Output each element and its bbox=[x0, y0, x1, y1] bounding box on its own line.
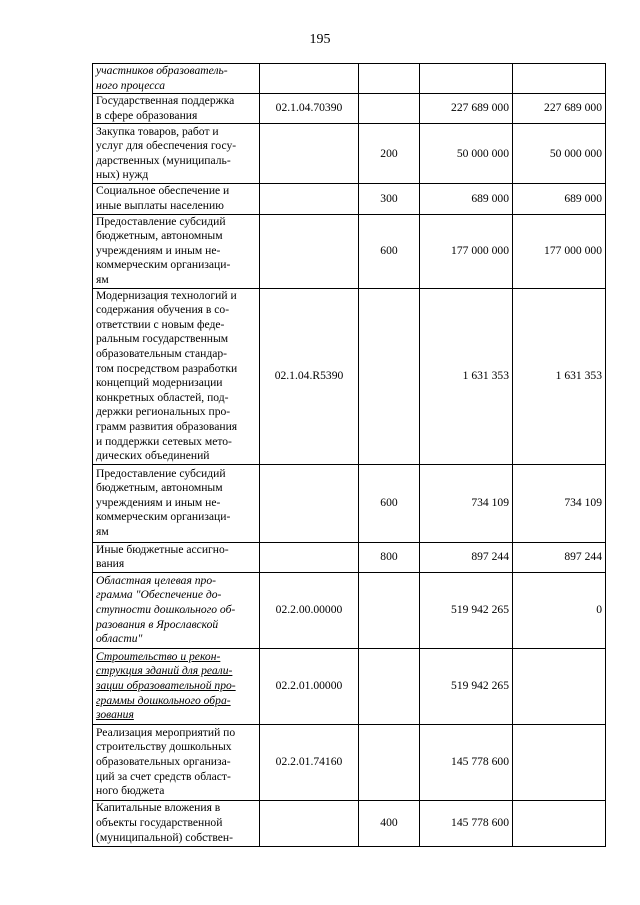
row-expense-type-cell: 800 bbox=[359, 542, 420, 572]
row-name-line: бюджетным, автономным bbox=[96, 481, 223, 495]
row-amount-1-cell: 177 000 000 bbox=[420, 214, 513, 288]
row-code-cell bbox=[260, 542, 359, 572]
row-name-cell bbox=[93, 288, 260, 464]
row-name-line: ответствии с новым феде- bbox=[96, 317, 225, 331]
table-row bbox=[93, 64, 606, 94]
row-name-line: учреждениям и иным не- bbox=[96, 495, 221, 509]
row-code-cell bbox=[260, 64, 359, 94]
row-name-cell bbox=[93, 724, 260, 800]
table-row bbox=[93, 464, 606, 542]
table-row bbox=[93, 184, 606, 214]
row-name-line: том посредством разработки bbox=[96, 361, 238, 375]
row-name-line: (муниципальной) собствен- bbox=[96, 830, 233, 844]
row-expense-type-cell bbox=[359, 572, 420, 648]
row-name-cell bbox=[93, 542, 260, 572]
row-code-cell: 02.2.01.74160 bbox=[260, 724, 359, 800]
row-amount-1-cell bbox=[420, 64, 513, 94]
row-name-line: Государственная поддержка bbox=[96, 94, 235, 108]
row-amount-2-cell: 734 109 bbox=[513, 464, 606, 542]
row-name-line: Предоставление субсидий bbox=[96, 466, 226, 480]
row-name-line: разования в Ярославской bbox=[96, 617, 219, 631]
row-amount-2-cell: 50 000 000 bbox=[513, 124, 606, 184]
row-name-cell bbox=[93, 124, 260, 184]
row-amount-1-cell: 519 942 265 bbox=[420, 648, 513, 724]
row-name-line: услуг для обеспечения госу- bbox=[96, 139, 237, 153]
row-expense-type-cell bbox=[359, 648, 420, 724]
row-amount-1-cell: 734 109 bbox=[420, 464, 513, 542]
row-name-line: грамма "Обеспечение до- bbox=[96, 588, 222, 602]
row-amount-2-cell: 177 000 000 bbox=[513, 214, 606, 288]
row-code-cell bbox=[260, 214, 359, 288]
row-code-cell: 02.1.04.R5390 bbox=[260, 288, 359, 464]
row-name-line: Капитальные вложения в bbox=[96, 801, 221, 815]
row-name-line: области" bbox=[96, 632, 143, 646]
row-name-line: Социальное обеспечение и bbox=[96, 184, 230, 198]
row-name-line: концепций модернизации bbox=[96, 376, 223, 390]
row-name-line: образовательных организа- bbox=[96, 755, 231, 769]
row-name-line: струкция зданий для реали- bbox=[96, 664, 233, 678]
page-number: 195 bbox=[309, 32, 331, 47]
row-amount-2-cell: 227 689 000 bbox=[513, 94, 606, 124]
table-row bbox=[93, 94, 606, 124]
row-name-line: бюджетным, автономным bbox=[96, 229, 223, 243]
row-name-line: Иные бюджетные ассигно- bbox=[96, 542, 229, 556]
row-code-cell bbox=[260, 124, 359, 184]
row-amount-2-cell: 0 bbox=[513, 572, 606, 648]
row-expense-type-cell bbox=[359, 94, 420, 124]
row-name-line: ям bbox=[96, 272, 109, 286]
row-amount-1-cell: 50 000 000 bbox=[420, 124, 513, 184]
row-name-line: и поддержки сетевых мето- bbox=[96, 434, 232, 448]
row-name-line: ного процесса bbox=[96, 78, 166, 92]
row-amount-1-cell: 897 244 bbox=[420, 542, 513, 572]
row-expense-type-cell: 200 bbox=[359, 124, 420, 184]
row-name-line: ного бюджета bbox=[96, 784, 165, 798]
row-name-cell bbox=[93, 800, 260, 846]
row-expense-type-cell: 400 bbox=[359, 800, 420, 846]
row-name-line: ных) нужд bbox=[96, 168, 149, 182]
table-row bbox=[93, 572, 606, 648]
row-name-line: грамм развития образования bbox=[96, 419, 238, 433]
row-amount-1-cell: 689 000 bbox=[420, 184, 513, 214]
row-amount-2-cell bbox=[513, 724, 606, 800]
row-name-line: дарственных (муниципаль- bbox=[96, 153, 231, 167]
table-row bbox=[93, 542, 606, 572]
row-name-line: конкретных областей, под- bbox=[96, 390, 229, 404]
row-amount-2-cell bbox=[513, 648, 606, 724]
row-name-line: Строительство и рекон- bbox=[96, 649, 221, 663]
table-row bbox=[93, 288, 606, 464]
table-row bbox=[93, 124, 606, 184]
row-amount-1-cell: 227 689 000 bbox=[420, 94, 513, 124]
table-row bbox=[93, 648, 606, 724]
row-amount-2-cell: 689 000 bbox=[513, 184, 606, 214]
row-name-line: содержания обучения в со- bbox=[96, 303, 230, 317]
row-expense-type-cell bbox=[359, 724, 420, 800]
row-name-line: дических объединений bbox=[96, 449, 210, 463]
row-name-line: Модернизация технологий и bbox=[96, 288, 237, 302]
row-name-line: коммерческим организаци- bbox=[96, 258, 231, 272]
row-name-line: иные выплаты населению bbox=[96, 198, 224, 212]
row-name-line: вания bbox=[96, 557, 125, 571]
budget-table-body bbox=[93, 64, 606, 847]
row-name-cell bbox=[93, 214, 260, 288]
row-amount-1-cell: 519 942 265 bbox=[420, 572, 513, 648]
table-row bbox=[93, 724, 606, 800]
row-name-cell bbox=[93, 572, 260, 648]
row-name-line: зации образовательной про- bbox=[96, 679, 236, 693]
row-code-cell bbox=[260, 464, 359, 542]
row-name-line: ральным государственным bbox=[96, 332, 229, 346]
row-name-line: зования bbox=[96, 708, 134, 722]
row-name-cell bbox=[93, 464, 260, 542]
row-amount-2-cell bbox=[513, 64, 606, 94]
table-row bbox=[93, 800, 606, 846]
row-name-line: ступности дошкольного об- bbox=[96, 603, 236, 617]
row-expense-type-cell: 600 bbox=[359, 464, 420, 542]
row-amount-1-cell: 145 778 600 bbox=[420, 724, 513, 800]
row-name-cell bbox=[93, 184, 260, 214]
row-name-line: держки региональных про- bbox=[96, 405, 231, 419]
row-name-line: коммерческим организаци- bbox=[96, 510, 231, 524]
row-name-cell bbox=[93, 648, 260, 724]
row-name-line: ций за счет средств област- bbox=[96, 769, 231, 783]
row-name-line: Предоставление субсидий bbox=[96, 214, 226, 228]
row-amount-2-cell: 897 244 bbox=[513, 542, 606, 572]
row-name-line: граммы дошкольного обра- bbox=[96, 693, 231, 707]
row-code-cell bbox=[260, 800, 359, 846]
table-row bbox=[93, 214, 606, 288]
row-amount-1-cell: 145 778 600 bbox=[420, 800, 513, 846]
row-name-line: участников образователь- bbox=[96, 64, 228, 77]
row-amount-2-cell bbox=[513, 800, 606, 846]
row-amount-1-cell: 1 631 353 bbox=[420, 288, 513, 464]
row-code-cell: 02.1.04.70390 bbox=[260, 94, 359, 124]
row-name-line: учреждениям и иным не- bbox=[96, 243, 221, 257]
row-name-line: Реализация мероприятий по bbox=[96, 725, 236, 739]
row-amount-2-cell: 1 631 353 bbox=[513, 288, 606, 464]
row-expense-type-cell: 600 bbox=[359, 214, 420, 288]
row-name-line: Областная целевая про- bbox=[96, 573, 216, 587]
budget-table bbox=[92, 63, 606, 847]
row-name-cell bbox=[93, 94, 260, 124]
row-name-line: Закупка товаров, работ и bbox=[96, 124, 219, 138]
row-code-cell: 02.2.00.00000 bbox=[260, 572, 359, 648]
row-expense-type-cell bbox=[359, 288, 420, 464]
row-name-line: в сфере образования bbox=[96, 108, 198, 122]
row-expense-type-cell: 300 bbox=[359, 184, 420, 214]
row-code-cell: 02.2.01.00000 bbox=[260, 648, 359, 724]
row-name-cell bbox=[93, 64, 260, 94]
row-code-cell bbox=[260, 184, 359, 214]
row-expense-type-cell bbox=[359, 64, 420, 94]
row-name-line: объекты государственной bbox=[96, 816, 223, 830]
row-name-line: ям bbox=[96, 525, 109, 539]
row-name-line: строительству дошкольных bbox=[96, 740, 232, 754]
row-name-line: образовательным стандар- bbox=[96, 346, 228, 360]
